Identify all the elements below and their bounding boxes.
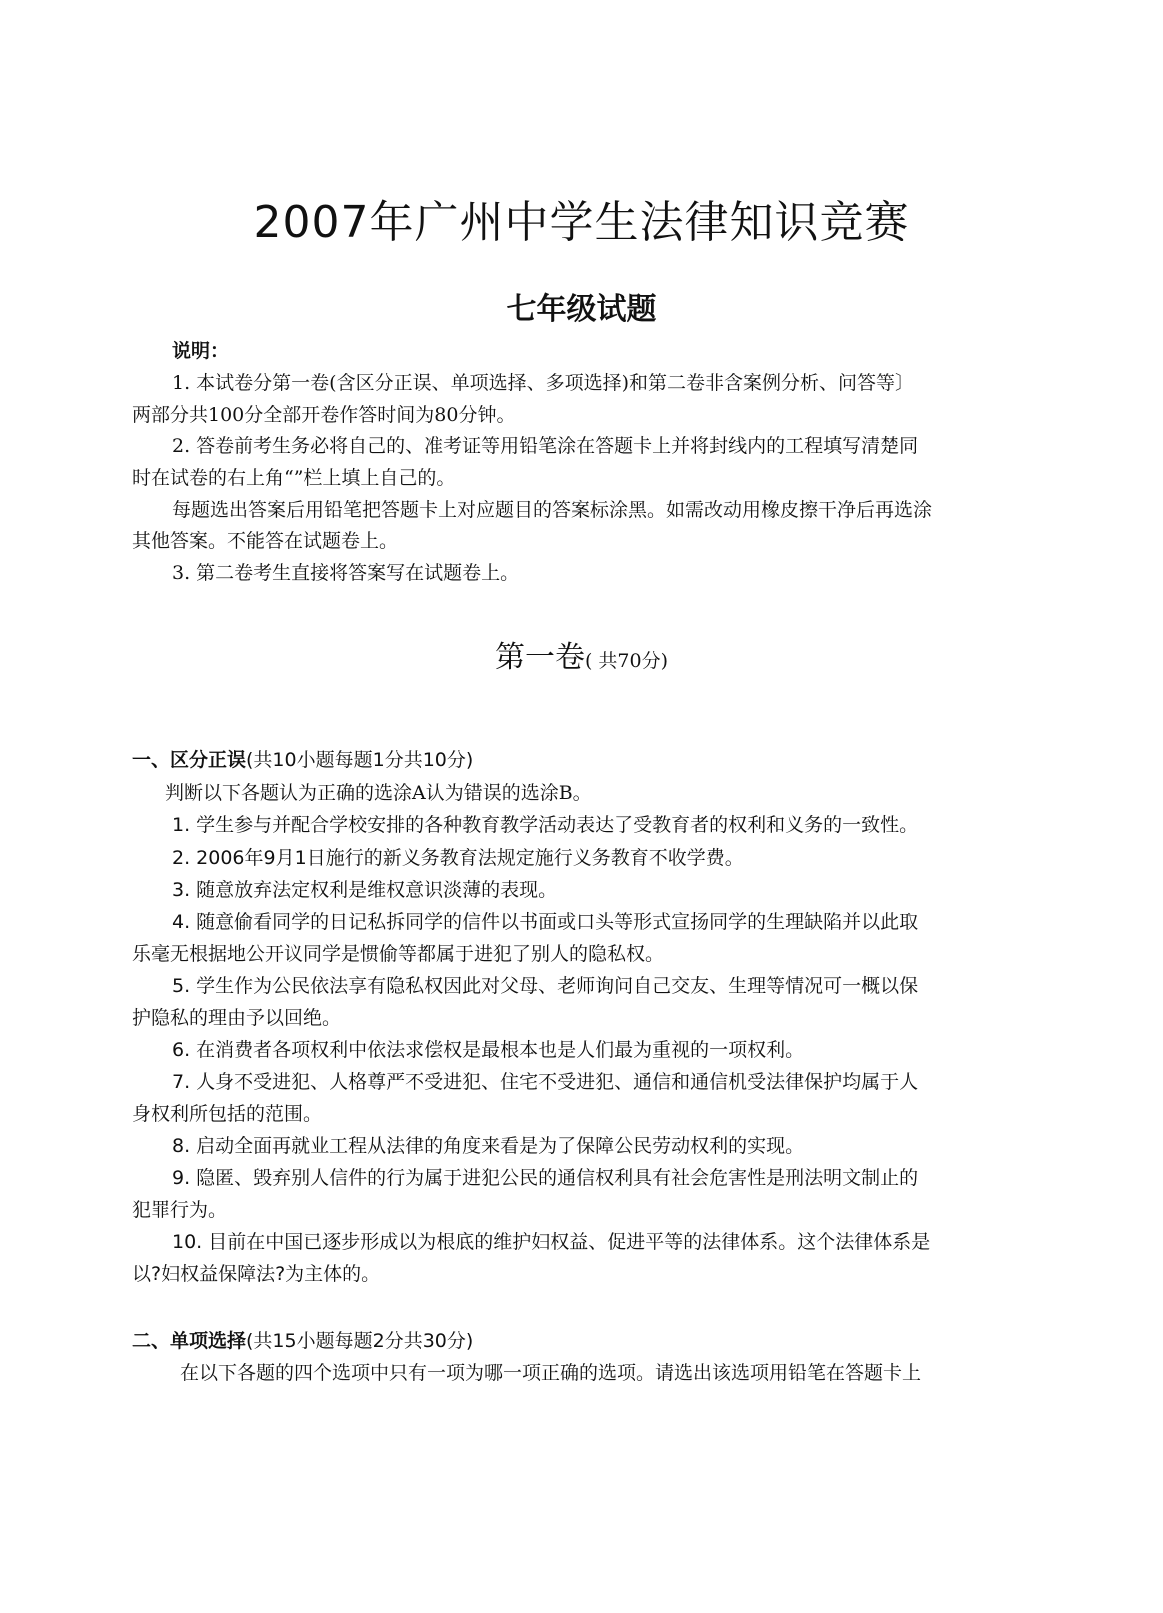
question-line: 3. 随意放弃法定权利是维权意识淡薄的表现。 — [172, 879, 558, 901]
volume-heading — [0, 632, 1163, 676]
question-line: 以?妇权益保障法?为主体的。 — [132, 1263, 381, 1285]
volume-label: 第一卷 — [494, 640, 585, 675]
instruction-line: 两部分共100分全部开卷作答时间为80分钟。 — [132, 404, 516, 426]
section2-heading-note: (共15小题每题2分共30分) — [246, 1330, 474, 1352]
section2-instruction: 在以下各题的四个选项中只有一项为哪一项正确的选项。请选出该选项用铅笔在答题卡上 — [180, 1362, 922, 1384]
instruction-line: 时在试卷的右上角“”栏上填上自己的。 — [132, 467, 456, 489]
section2-heading-row — [132, 1326, 473, 1353]
question-line: 2. 2006年9月1日施行的新义务教育法规定施行义务教育不收学费。 — [172, 847, 744, 869]
instruction-line: 3. 第二卷考生直接将答案写在试题卷上。 — [172, 562, 520, 584]
question-line: 9. 隐匿、毁弃别人信件的行为属于进犯公民的通信权利具有社会危害性是刑法明文制止的 — [172, 1167, 919, 1189]
page-title: 2007年广州中学生法律知识竞赛 — [253, 197, 910, 248]
question-line: 10. 目前在中国已逐步形成以为根底的维护妇权益、促进平等的法律体系。这个法律体系是 — [172, 1231, 931, 1253]
question-line: 6. 在消费者各项权利中依法求偿权是最根本也是人们最为重视的一项权利。 — [172, 1039, 805, 1061]
page-subtitle: 七年级试题 — [506, 292, 657, 327]
section1-heading-note: (共10小题每题1分共10分) — [246, 749, 474, 771]
question-line: 犯罪行为。 — [132, 1199, 228, 1221]
section2-heading: 二、单项选择 — [132, 1330, 247, 1352]
question-line: 乐毫无根据地公开议同学是惯偷等都属于进犯了别人的隐私权。 — [132, 943, 665, 965]
question-line: 5. 学生作为公民依法享有隐私权因此对父母、老师询问自己交友、生理等情况可一概以保 — [172, 975, 919, 997]
question-line: 护隐私的理由予以回绝。 — [132, 1007, 342, 1029]
question-line: 7. 人身不受进犯、人格尊严不受进犯、住宅不受进犯、通信和通信机受法律保护均属于人 — [172, 1071, 919, 1093]
section1-heading-row — [132, 745, 473, 772]
instructions-heading: 说明： — [172, 340, 230, 362]
section1-instruction: 判断以下各题认为正确的选涂A认为错误的选涂B。 — [165, 782, 592, 804]
instruction-line: 1. 本试卷分第一卷(含区分正误、单项选择、多项选择)和第二卷非含案例分析、问答等〕 — [172, 372, 914, 394]
section1-heading: 一、区分正误 — [132, 749, 247, 771]
question-line: 8. 启动全面再就业工程从法律的角度来看是为了保障公民劳动权利的实现。 — [172, 1135, 805, 1157]
question-line: 4. 随意偷看同学的日记私拆同学的信件以书面或口头等形式宣扬同学的生理缺陷并以此取 — [172, 911, 919, 933]
question-line: 身权利所包括的范围。 — [132, 1103, 323, 1125]
instruction-line: 2. 答卷前考生务必将自己的、准考证等用铅笔涂在答题卡上并将封线内的工程填写清楚同 — [172, 435, 919, 457]
instruction-line: 每题选出答案后用铅笔把答题卡上对应题目的答案标涂黑。如需改动用橡皮擦干净后再选涂 — [172, 499, 933, 521]
question-line: 1. 学生参与并配合学校安排的各种教育教学活动表达了受教育者的权利和义务的一致性。 — [172, 814, 919, 836]
volume-points: ( 共70分) — [584, 650, 669, 672]
instruction-line: 其他答案。不能答在试题卷上。 — [132, 530, 399, 552]
